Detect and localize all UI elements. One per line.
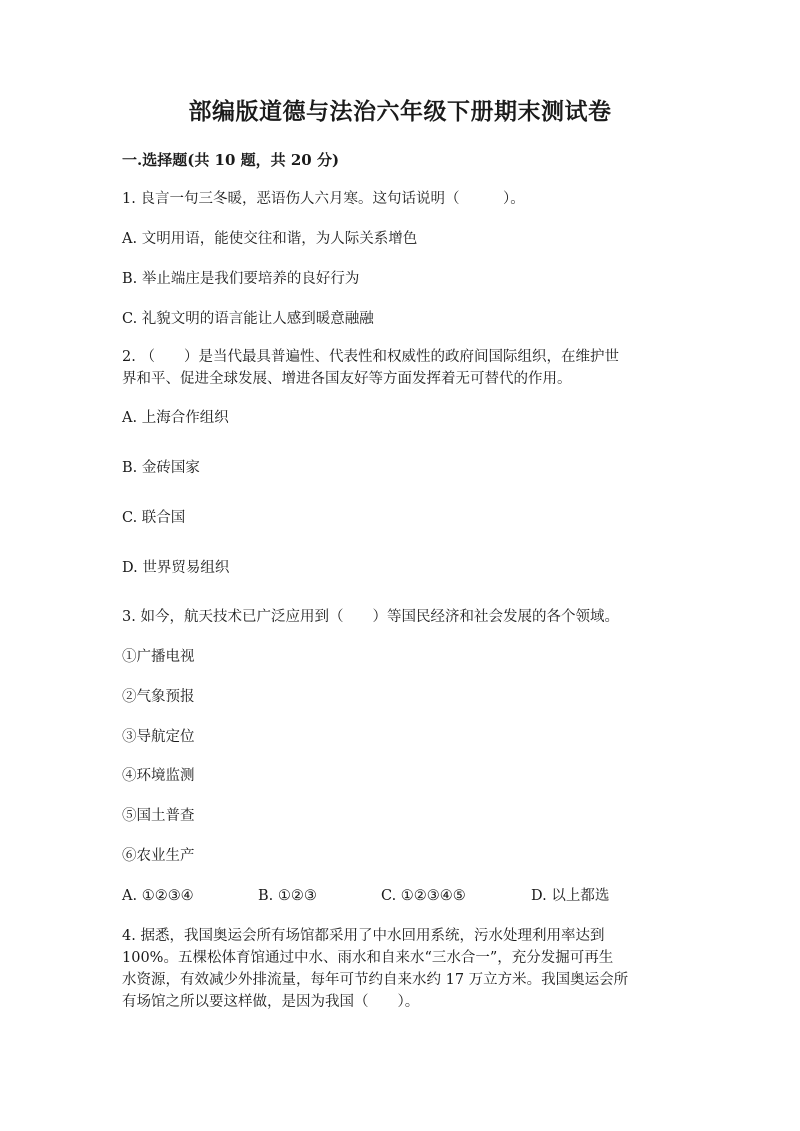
question-1-option-c: C. 礼貌文明的语言能让人感到暖意融融 [122, 311, 374, 327]
question-4-stem-line-4: 有场馆之所以要这样做，是因为我国（ ）。 [122, 994, 420, 1010]
question-3-stem: 3. 如今，航天技术已广泛应用到（ ）等国民经济和社会发展的各个领域。 [122, 609, 619, 625]
question-1-option-a: A. 文明用语，能使交往和谐，为人际关系增色 [122, 231, 418, 247]
question-2-stem-line-1: 2. （ ）是当代最具普遍性、代表性和权威性的政府间国际组织，在维护世 [122, 349, 619, 365]
question-2-option-b: B. 金砖国家 [122, 460, 200, 476]
question-4-stem-line-2: 100%。五棵松体育馆通过中水、雨水和自来水“三水合一”，充分发掘可再生 [122, 950, 614, 966]
question-3-option-c: C. ①②③④⑤ [381, 888, 466, 904]
question-3-item: ①广播电视 [122, 649, 195, 665]
page-title: 部编版道德与法治六年级下册期末测试卷 [188, 98, 612, 125]
question-2-option-a: A. 上海合作组织 [122, 410, 229, 426]
section-heading: 一.选择题(共 10 题，共 20 分) [122, 151, 340, 169]
question-3-option-a: A. ①②③④ [122, 888, 194, 904]
question-4-stem-line-1: 4. 据悉，我国奥运会所有场馆都采用了中水回用系统，污水处理利用率达到 [122, 928, 605, 944]
question-1-option-b: B. 举止端庄是我们要培养的良好行为 [122, 271, 360, 287]
question-3-option-d: D. 以上都选 [531, 888, 610, 904]
question-2-option-c: C. 联合国 [122, 510, 186, 526]
question-2-option-d: D. 世界贸易组织 [122, 560, 230, 576]
question-3-item: ⑥农业生产 [122, 848, 195, 864]
question-3-option-b: B. ①②③ [258, 888, 317, 904]
question-3-item: ②气象预报 [122, 689, 195, 705]
question-3-options [122, 885, 682, 907]
question-3-item: ④环境监测 [122, 768, 195, 784]
question-4-stem-line-3: 水资源，有效减少外排流量，每年可节约自来水约 17 万立方米。我国奥运会所 [122, 972, 629, 988]
question-1-stem: 1. 良言一句三冬暖，恶语伤人六月寒。这句话说明（ ）。 [122, 191, 525, 207]
question-3-item: ③导航定位 [122, 729, 195, 745]
question-3-item: ⑤国土普查 [122, 808, 195, 824]
question-2-stem-line-2: 界和平、促进全球发展、增进各国友好等方面发挥着无可替代的作用。 [122, 371, 572, 387]
